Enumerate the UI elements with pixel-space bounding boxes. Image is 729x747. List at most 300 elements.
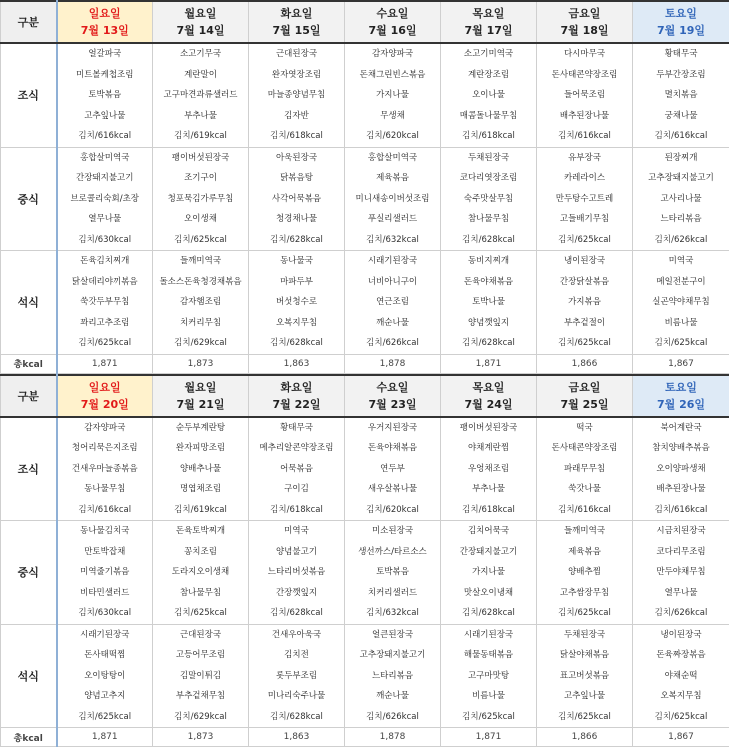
menu-item: 북어계란국 [633, 418, 729, 439]
menu-item: 닭살데리야끼볶음 [58, 272, 153, 293]
menu-cell [345, 521, 441, 625]
menu-cell [633, 521, 729, 625]
menu-item: 비름나물 [441, 686, 536, 707]
day-date: 7월 14일 [153, 22, 248, 39]
menu-item: 우엉채조림 [441, 459, 536, 480]
menu-item: 유부장국 [537, 148, 632, 169]
menu-item: 소고기미역국 [441, 44, 536, 65]
header-label: 구분 [18, 16, 39, 29]
menu-item: 미니새송이버섯조림 [345, 189, 440, 210]
menu-item: 김치/616kcal [633, 126, 729, 147]
menu-item: 카레라이스 [537, 168, 632, 189]
menu-item: 김치/632kcal [345, 603, 440, 624]
menu-item: 해물동태볶음 [441, 645, 536, 666]
meal-row [1, 417, 729, 521]
menu-item: 감자햄조림 [153, 292, 248, 313]
menu-item: 오이생채 [153, 209, 248, 230]
day-name: 월요일 [153, 379, 248, 396]
menu-item: 황태무국 [249, 418, 344, 439]
menu-item: 만두야채무침 [633, 562, 729, 583]
menu-item: 돈육짜장볶음 [633, 645, 729, 666]
menu-item: 숙주맛살무침 [441, 189, 536, 210]
total-kcal-value: 1,863 [249, 354, 345, 373]
menu-cell [537, 417, 633, 521]
menu-item: 배추된장나물 [633, 479, 729, 500]
day-name: 화요일 [249, 379, 344, 396]
menu-item: 동비지찌개 [441, 251, 536, 272]
menu-item: 고추쌈장무침 [537, 583, 632, 604]
menu-item: 오복지무침 [249, 313, 344, 334]
header-label-cell [1, 1, 57, 43]
menu-item: 김자반 [249, 106, 344, 127]
menu-item: 돈사태콘약장조림 [537, 65, 632, 86]
menu-item: 김치/630kcal [58, 230, 153, 251]
menu-cell [537, 147, 633, 251]
menu-cell [633, 147, 729, 251]
menu-item: 배추된장나물 [537, 106, 632, 127]
menu-item: 소고기무국 [153, 44, 248, 65]
menu-item: 김치/628kcal [249, 707, 344, 728]
menu-cell [153, 251, 249, 355]
menu-item: 돈사태떡찜 [58, 645, 153, 666]
menu-cell [153, 147, 249, 251]
menu-item: 양념깻잎지 [441, 313, 536, 334]
day-header [441, 375, 537, 417]
menu-item: 간장돼지불고기 [58, 168, 153, 189]
total-kcal-value: 1,866 [537, 354, 633, 373]
menu-cell [441, 251, 537, 355]
menu-item: 가지볶음 [537, 292, 632, 313]
menu-item: 브로콜리숙회/초장 [58, 189, 153, 210]
total-kcal-value: 1,878 [345, 354, 441, 373]
menu-item: 김치/626kcal [345, 707, 440, 728]
menu-item: 김치/628kcal [441, 603, 536, 624]
menu-cell [633, 43, 729, 147]
meal-row [1, 147, 729, 251]
menu-item: 느타리볶음 [633, 209, 729, 230]
total-kcal-label: 총kcal [1, 354, 57, 373]
menu-item: 고사리나물 [633, 189, 729, 210]
menu-item: 김치/625kcal [58, 707, 153, 728]
menu-item: 간장돼지불고기 [441, 542, 536, 563]
menu-item: 열무나물 [58, 209, 153, 230]
menu-cell [249, 43, 345, 147]
menu-item: 청어리묵은지조림 [58, 438, 153, 459]
menu-cell [537, 624, 633, 728]
menu-item: 김치/625kcal [537, 707, 632, 728]
day-name: 일요일 [58, 379, 153, 396]
menu-item: 두채된장국 [537, 625, 632, 646]
menu-week-table [0, 374, 729, 747]
day-header [249, 1, 345, 43]
menu-cell [57, 417, 153, 521]
day-date: 7월 18일 [537, 22, 632, 39]
menu-item: 김치/626kcal [633, 230, 729, 251]
menu-item: 얼큰된장국 [345, 625, 440, 646]
meal-label: 석식 [1, 251, 57, 355]
menu-item: 김치/625kcal [58, 333, 153, 354]
menu-item: 김치/625kcal [441, 707, 536, 728]
menu-item: 김치/629kcal [153, 707, 248, 728]
meal-label: 석식 [1, 624, 57, 728]
day-name: 일요일 [58, 5, 153, 22]
menu-item: 푸실리샐러드 [345, 209, 440, 230]
menu-item: 김치/628kcal [249, 603, 344, 624]
menu-item: 오이나물 [441, 85, 536, 106]
day-name: 목요일 [441, 5, 536, 22]
menu-item: 부추겉절이 [537, 313, 632, 334]
menu-item: 김치/625kcal [153, 230, 248, 251]
menu-item: 계란장조림 [441, 65, 536, 86]
total-kcal-value: 1,873 [153, 728, 249, 747]
menu-cell [633, 624, 729, 728]
menu-item: 무생채 [345, 106, 440, 127]
meal-row [1, 43, 729, 147]
day-date: 7월 19일 [633, 22, 729, 39]
total-kcal-value: 1,871 [441, 728, 537, 747]
menu-item: 다시마무국 [537, 44, 632, 65]
menu-item: 부추겉채무침 [153, 686, 248, 707]
total-kcal-value: 1,867 [633, 354, 729, 373]
menu-item: 동나물국 [249, 251, 344, 272]
menu-item: 연두부 [345, 459, 440, 480]
day-date: 7월 15일 [249, 22, 344, 39]
menu-cell [249, 624, 345, 728]
day-name: 화요일 [249, 5, 344, 22]
menu-cell [249, 147, 345, 251]
day-header [633, 375, 729, 417]
menu-item: 쑥갓나물 [537, 479, 632, 500]
total-kcal-value: 1,871 [57, 728, 153, 747]
menu-item: 김치/618kcal [249, 126, 344, 147]
menu-item: 김치/628kcal [249, 230, 344, 251]
menu-item: 고구마맛탕 [441, 666, 536, 687]
menu-cell [537, 251, 633, 355]
menu-item: 매콤돌나물무침 [441, 106, 536, 127]
menu-item: 고등어무조림 [153, 645, 248, 666]
menu-item: 완자피망조림 [153, 438, 248, 459]
menu-item: 야채순떡 [633, 666, 729, 687]
day-name: 토요일 [633, 379, 729, 396]
day-date: 7월 13일 [58, 22, 153, 39]
menu-item: 돈육야채볶음 [345, 438, 440, 459]
menu-item: 미트볼케첩조림 [58, 65, 153, 86]
menu-item: 들깨미역국 [153, 251, 248, 272]
day-header [57, 1, 153, 43]
menu-item: 연근조림 [345, 292, 440, 313]
menu-cell [57, 43, 153, 147]
total-kcal-row [1, 728, 729, 747]
menu-item: 조기구이 [153, 168, 248, 189]
menu-item: 김치/619kcal [153, 500, 248, 521]
menu-cell [249, 417, 345, 521]
menu-item: 구이김 [249, 479, 344, 500]
day-name: 수요일 [345, 5, 440, 22]
menu-item: 만토박잡채 [58, 542, 153, 563]
menu-item: 깨순나물 [345, 686, 440, 707]
menu-item: 고추장돼지불고기 [345, 645, 440, 666]
menu-item: 돈육야채볶음 [441, 272, 536, 293]
menu-item: 김치/620kcal [345, 500, 440, 521]
menu-item: 마늘종양념무침 [249, 85, 344, 106]
menu-item: 새우살볶나물 [345, 479, 440, 500]
menu-item: 김치/616kcal [58, 126, 153, 147]
menu-item: 코다리무조림 [633, 542, 729, 563]
menu-cell [153, 624, 249, 728]
day-header [57, 375, 153, 417]
day-date: 7월 24일 [441, 396, 536, 413]
meal-label: 조식 [1, 417, 57, 521]
day-name: 금요일 [537, 5, 632, 22]
menu-item: 청포묵김가루무침 [153, 189, 248, 210]
menu-item: 오복지무침 [633, 686, 729, 707]
menu-item: 감자양파국 [58, 418, 153, 439]
week-header-row [1, 375, 729, 417]
menu-item: 닭살야채볶음 [537, 645, 632, 666]
menu-item: 홍합살미역국 [345, 148, 440, 169]
menu-item: 너비아니구이 [345, 272, 440, 293]
menu-item: 야채계란찜 [441, 438, 536, 459]
menu-item: 김치/618kcal [441, 126, 536, 147]
menu-item: 파래무무침 [537, 459, 632, 480]
menu-item: 순두부계란탕 [153, 418, 248, 439]
menu-item: 양념고추지 [58, 686, 153, 707]
menu-item: 비름나물 [633, 313, 729, 334]
menu-item: 참치양배추볶음 [633, 438, 729, 459]
total-kcal-value: 1,873 [153, 354, 249, 373]
menu-item: 근대된장국 [249, 44, 344, 65]
header-label: 구분 [18, 390, 39, 403]
total-kcal-value: 1,878 [345, 728, 441, 747]
header-label-cell [1, 375, 57, 417]
menu-item: 된장찌개 [633, 148, 729, 169]
menu-item: 궁채나물 [633, 106, 729, 127]
menu-item: 가지나물 [441, 562, 536, 583]
menu-cell [57, 251, 153, 355]
menu-item: 비타민샐러드 [58, 583, 153, 604]
menu-item: 꽁치조림 [153, 542, 248, 563]
menu-item: 시래기된장국 [441, 625, 536, 646]
menu-item: 마파두부 [249, 272, 344, 293]
menu-item: 황태무국 [633, 44, 729, 65]
menu-item: 고들배기무침 [537, 209, 632, 230]
menu-item: 시금치된장국 [633, 521, 729, 542]
menu-item: 간장깻잎지 [249, 583, 344, 604]
menu-item: 토박볶음 [58, 85, 153, 106]
menu-item: 메추리알콘약장조림 [249, 438, 344, 459]
meal-row [1, 624, 729, 728]
day-header [633, 1, 729, 43]
menu-item: 계란말이 [153, 65, 248, 86]
menu-item: 만두탕수고트레 [537, 189, 632, 210]
menu-item: 돈사태콘약장조림 [537, 438, 632, 459]
day-header [345, 1, 441, 43]
menu-item: 김치/632kcal [345, 230, 440, 251]
menu-item: 고추잎나물 [537, 686, 632, 707]
day-date: 7월 16일 [345, 22, 440, 39]
menu-item: 버섯청수로 [249, 292, 344, 313]
menu-cell [153, 417, 249, 521]
menu-item: 김치/625kcal [537, 333, 632, 354]
menu-cell [57, 624, 153, 728]
day-header [153, 375, 249, 417]
menu-item: 김치전 [249, 645, 344, 666]
menu-item: 아욱된장국 [249, 148, 344, 169]
day-date: 7월 20일 [58, 396, 153, 413]
menu-item: 롯두부조림 [249, 666, 344, 687]
menu-item: 김치/625kcal [153, 603, 248, 624]
menu-item: 청경채나물 [249, 209, 344, 230]
day-header [345, 375, 441, 417]
menu-item: 김치/616kcal [537, 126, 632, 147]
menu-item: 냉이된장국 [537, 251, 632, 272]
menu-item: 간장닭살볶음 [537, 272, 632, 293]
menu-item: 김치/625kcal [537, 230, 632, 251]
menu-item: 고추잎나물 [58, 106, 153, 127]
menu-item: 돌소스돈육청경채볶음 [153, 272, 248, 293]
menu-item: 고추장돼지불고기 [633, 168, 729, 189]
menu-item: 김치/618kcal [249, 500, 344, 521]
menu-item: 김치/630kcal [58, 603, 153, 624]
menu-item: 팽이버섯된장국 [441, 418, 536, 439]
menu-item: 느타리볶음 [345, 666, 440, 687]
day-date: 7월 26일 [633, 396, 729, 413]
menu-item: 동나물김치국 [58, 521, 153, 542]
menu-cell [345, 624, 441, 728]
menu-item: 양배추나물 [153, 459, 248, 480]
menu-cell [441, 521, 537, 625]
menu-item: 김치/620kcal [345, 126, 440, 147]
menu-item: 팽이버섯된장국 [153, 148, 248, 169]
menu-item: 토박나물 [441, 292, 536, 313]
menu-cell [249, 251, 345, 355]
menu-item: 치커리무침 [153, 313, 248, 334]
menu-item: 우거지된장국 [345, 418, 440, 439]
menu-item: 냉이된장국 [633, 625, 729, 646]
total-kcal-label: 총kcal [1, 728, 57, 747]
total-kcal-row [1, 354, 729, 373]
menu-item: 열무나물 [633, 583, 729, 604]
menu-item: 참나물무침 [441, 209, 536, 230]
menu-item: 쑥갓두부무침 [58, 292, 153, 313]
menu-item: 김치/626kcal [633, 603, 729, 624]
menu-item: 돈육김치찌개 [58, 251, 153, 272]
menu-cell [153, 521, 249, 625]
menu-item: 표고버섯볶음 [537, 666, 632, 687]
day-name: 월요일 [153, 5, 248, 22]
menu-item: 멸치볶음 [633, 85, 729, 106]
total-kcal-value: 1,863 [249, 728, 345, 747]
meal-row [1, 521, 729, 625]
day-name: 수요일 [345, 379, 440, 396]
menu-item: 참나물무침 [153, 583, 248, 604]
total-kcal-value: 1,871 [57, 354, 153, 373]
menu-item: 닭볶음탕 [249, 168, 344, 189]
menu-item: 생선까스/타르소스 [345, 542, 440, 563]
total-kcal-value: 1,871 [441, 354, 537, 373]
day-date: 7월 22일 [249, 396, 344, 413]
menu-item: 두채된장국 [441, 148, 536, 169]
week-header-row [1, 1, 729, 43]
menu-item: 김치/616kcal [537, 500, 632, 521]
menu-item: 명엽채조림 [153, 479, 248, 500]
menu-item: 맛살오이냉채 [441, 583, 536, 604]
menu-item: 김치/625kcal [537, 603, 632, 624]
menu-item: 미역국 [633, 251, 729, 272]
day-date: 7월 21일 [153, 396, 248, 413]
meal-row [1, 251, 729, 355]
menu-cell [153, 43, 249, 147]
menu-item: 제육볶음 [537, 542, 632, 563]
menu-item: 사각어묵볶음 [249, 189, 344, 210]
menu-cell [441, 147, 537, 251]
menu-item: 미역국 [249, 521, 344, 542]
menu-item: 어묵볶음 [249, 459, 344, 480]
day-date: 7월 23일 [345, 396, 440, 413]
day-header [153, 1, 249, 43]
meal-label: 중식 [1, 521, 57, 625]
day-name: 금요일 [537, 379, 632, 396]
menu-cell [57, 521, 153, 625]
menu-item: 김치/628kcal [441, 333, 536, 354]
menu-item: 김치/618kcal [441, 500, 536, 521]
meal-label: 조식 [1, 43, 57, 147]
menu-item: 미역줄기볶음 [58, 562, 153, 583]
menu-item: 홍합살미역국 [58, 148, 153, 169]
menu-cell [441, 417, 537, 521]
menu-item: 건새우아욱국 [249, 625, 344, 646]
menu-item: 양배추찜 [537, 562, 632, 583]
day-header [537, 375, 633, 417]
menu-cell [633, 251, 729, 355]
menu-item: 건새우마늘종볶음 [58, 459, 153, 480]
menu-item: 얼갈파국 [58, 44, 153, 65]
menu-item: 김치/619kcal [153, 126, 248, 147]
meal-label: 중식 [1, 147, 57, 251]
menu-item: 감자양파국 [345, 44, 440, 65]
day-date: 7월 17일 [441, 22, 536, 39]
menu-cell [249, 521, 345, 625]
menu-item: 김치/616kcal [633, 500, 729, 521]
menu-cell [537, 521, 633, 625]
menu-item: 들깨미역국 [537, 521, 632, 542]
menu-item: 가지나물 [345, 85, 440, 106]
menu-item: 부추나물 [441, 479, 536, 500]
menu-item: 미소된장국 [345, 521, 440, 542]
total-kcal-value: 1,866 [537, 728, 633, 747]
menu-item: 실곤약야채무침 [633, 292, 729, 313]
menu-item: 김말이튀김 [153, 666, 248, 687]
menu-item: 꽈리고추조림 [58, 313, 153, 334]
menu-item: 시래기된장국 [58, 625, 153, 646]
menu-item: 부추나물 [153, 106, 248, 127]
menu-item: 두부간장조림 [633, 65, 729, 86]
menu-cell [441, 624, 537, 728]
menu-item: 오이탕탕이 [58, 666, 153, 687]
day-date: 7월 25일 [537, 396, 632, 413]
menu-item: 깨순나물 [345, 313, 440, 334]
menu-cell [537, 43, 633, 147]
day-header [537, 1, 633, 43]
menu-item: 들어묵조림 [537, 85, 632, 106]
menu-item: 시래기된장국 [345, 251, 440, 272]
menu-item: 김치/625kcal [633, 333, 729, 354]
menu-cell [345, 43, 441, 147]
menu-cell [345, 417, 441, 521]
menu-cell [345, 251, 441, 355]
menu-item: 떡국 [537, 418, 632, 439]
menu-item: 김치/616kcal [58, 500, 153, 521]
